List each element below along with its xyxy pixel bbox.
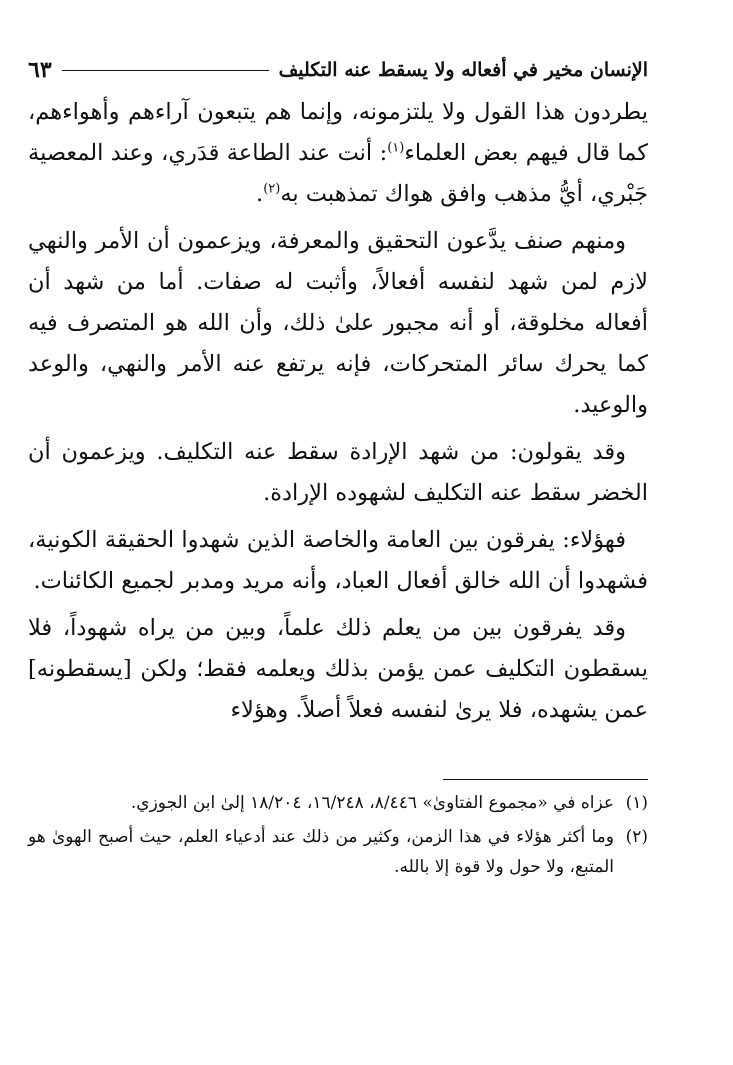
footnote-1-number: (١): [625, 793, 648, 813]
footnotes: [28, 788, 648, 882]
book-page: [28, 52, 648, 886]
footnote-1: [28, 788, 648, 818]
page-number: ٦٣: [28, 57, 52, 83]
footnote-2-text: وما أكثر هؤلاء في هذا الزمن، وكثير من ذلك عند أدعياء العلم، حيث أصبح الهوىٰ هو المتبع، ولا حول ولا قوة إلا بالله.: [28, 827, 614, 877]
footnote-ref-2: (٢): [263, 181, 281, 197]
footnote-2-number: (٢): [625, 827, 648, 847]
paragraph-3: وقد يقولون: من شهد الإرادة سقط عنه التكليف. ويزعمون أن الخضر سقط عنه التكليف لشهوده الإرادة.: [28, 439, 648, 506]
paragraph-1: [28, 92, 648, 215]
header-title: الإنسان مخير في أفعاله ولا يسقط عنه التكليف: [278, 59, 648, 81]
footnote-ref-1: (١): [387, 140, 405, 156]
footnote-2: [28, 822, 648, 882]
paragraph-4: فهؤلاء: يفرقون بين العامة والخاصة الذين شهدوا الحقيقة الكونية، فشهدوا أن الله خالق أفعال العباد، وأنه مريد ومدبر لجميع الكائنات.: [28, 527, 648, 594]
paragraph-5: وقد يفرقون بين من يعلم ذلك علماً، وبين من يراه شهوداً، فلا يسقطون التكليف عمن يؤمن بذلك ويعلمه فقط؛ ولكن [يسقطونه] عمن يشهده، فلا يرىٰ لنفسه فعلاً أصلاً. وهؤلاء: [28, 615, 648, 723]
paragraph-2: ومنهم صنف يدَّعون التحقيق والمعرفة، ويزعمون أن الأمر والنهي لازم لمن شهد لنفسه أفعالاً، وأثبت له صفات. أما من شهد أن أفعاله مخلوقة، أو أنه مجبور علىٰ ذلك، وأن الله هو المتصرف فيه كما يحرك سائر المتحركات، فإنه يرتفع عنه الأمر والنهي، والوعد والوعيد.: [28, 228, 648, 418]
paragraph-1-part-1: يطردون هذا القول ولا يلتزمونه، وإنما هم يتبعون آراءهم وأهواءهم، كما قال فيهم بعض العلماء: [28, 99, 648, 166]
body-text: [28, 92, 648, 731]
footnote-1-text: عزاه في «مجموع الفتاوىٰ» ٨/٤٤٦، ١٦/٢٤٨، ١٨/٢٠٤ إلىٰ ابن الجوزي.: [130, 793, 614, 813]
footnote-divider: [443, 779, 648, 780]
running-header: [28, 52, 648, 88]
paragraph-1-part-3: .: [256, 181, 264, 207]
header-rule: [62, 70, 269, 71]
paragraph-1-part-2: : أنت عند الطاعة قدَري، وعند المعصية جَبْري، أيُّ مذهب وافق هواك تمذهبت به: [28, 140, 648, 207]
